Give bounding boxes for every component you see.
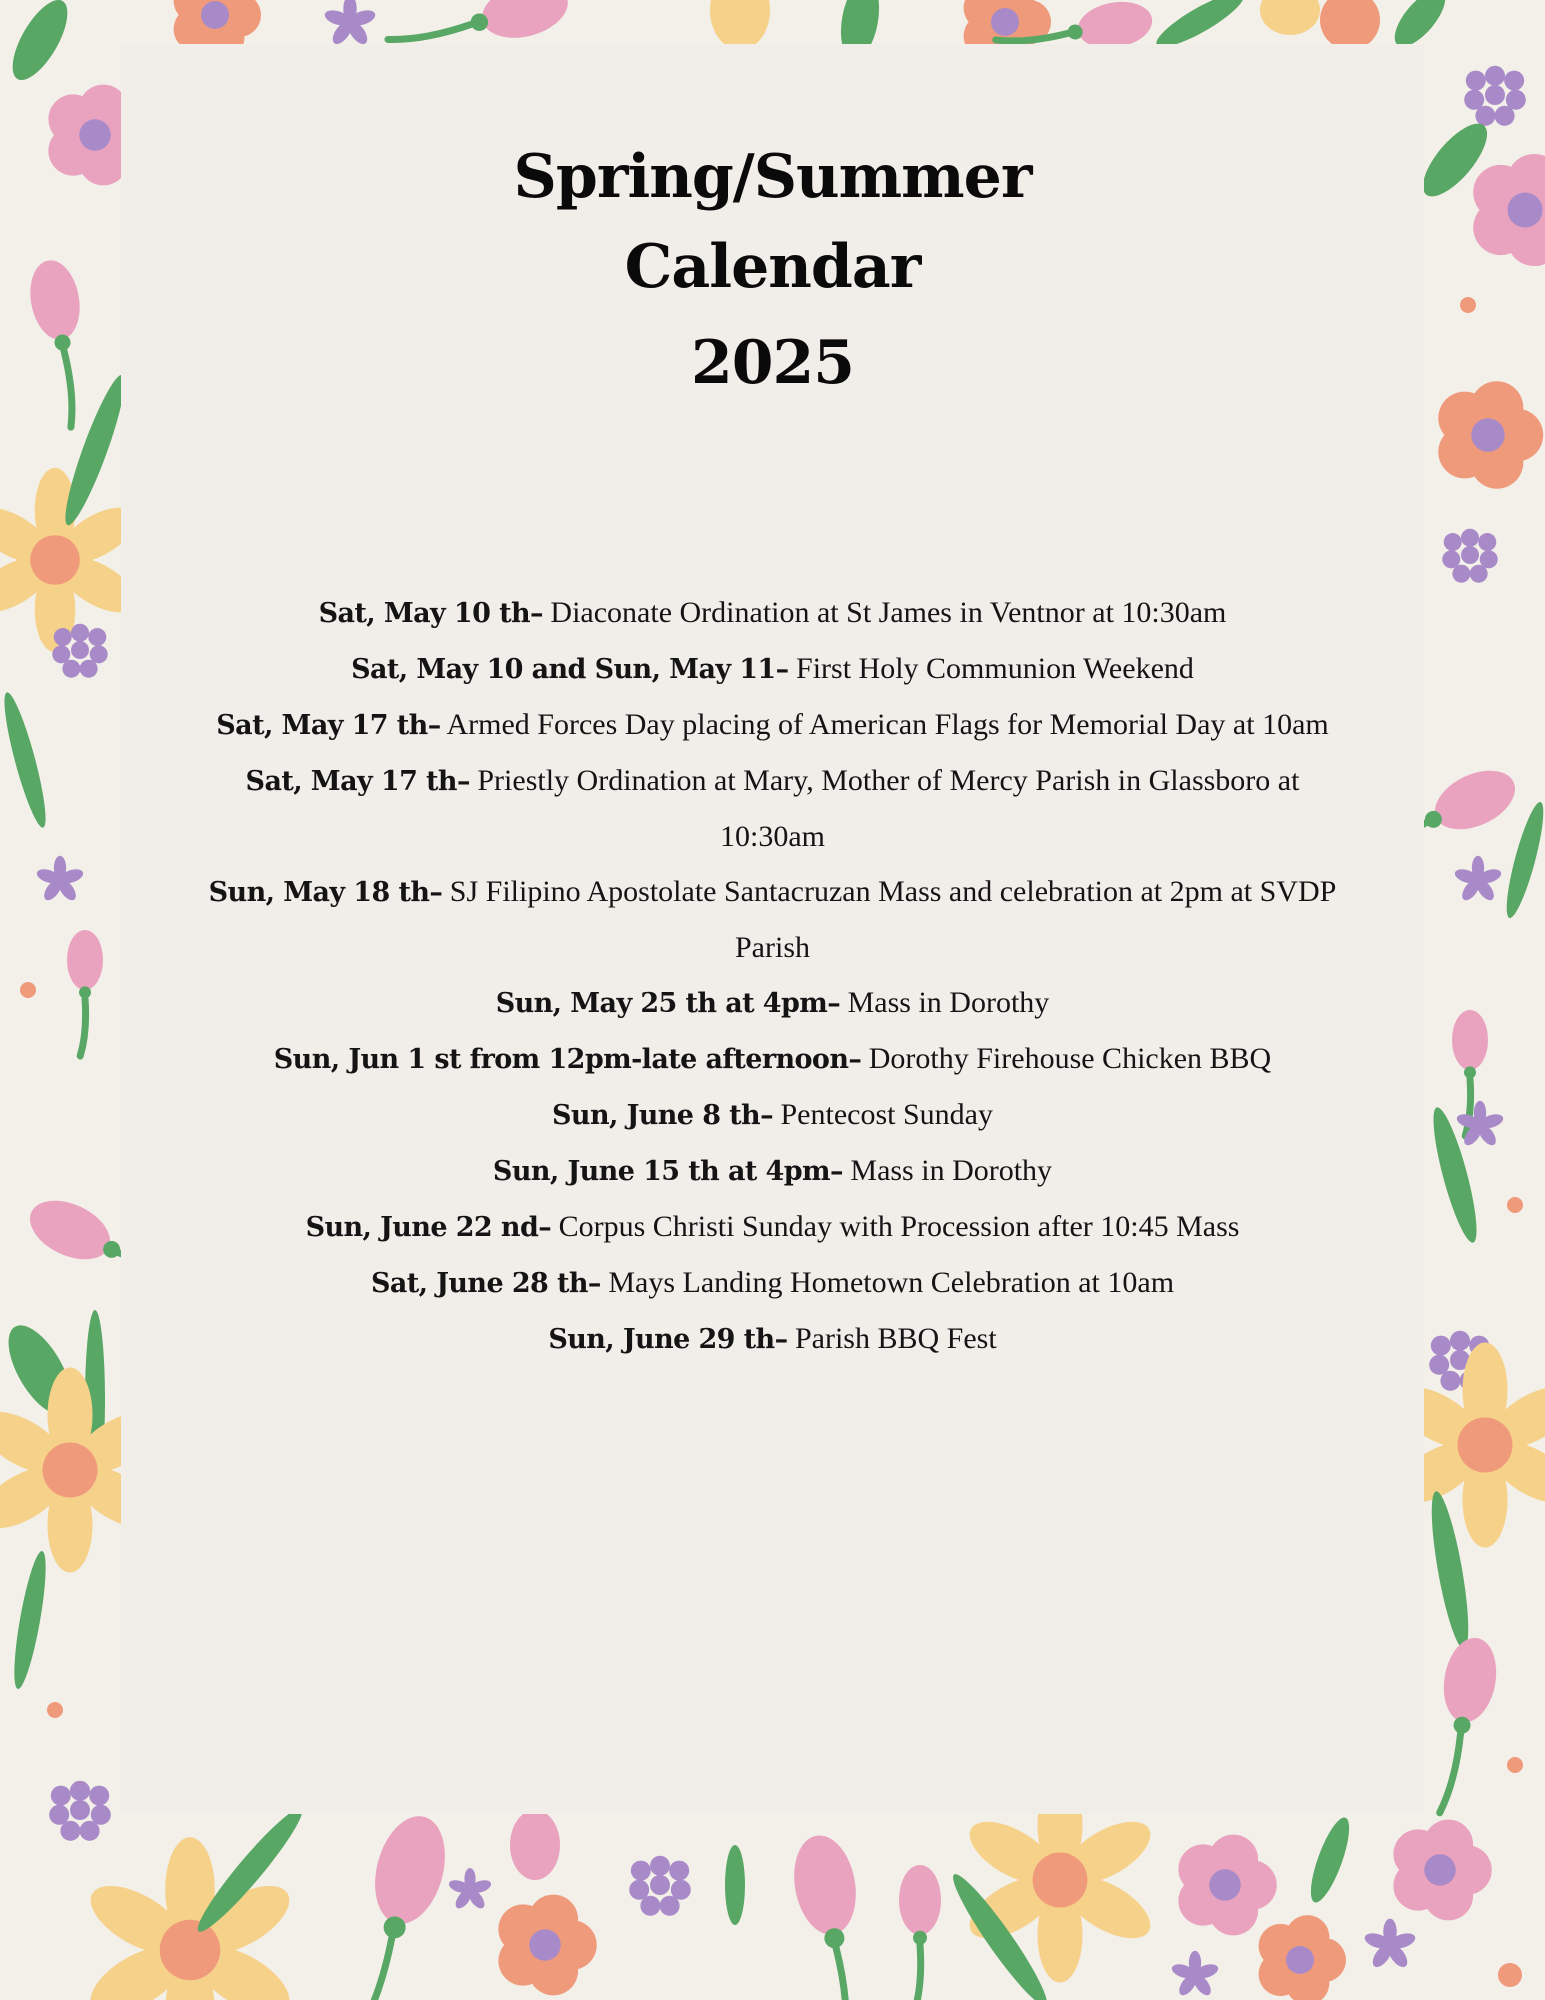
leaf <box>725 1845 745 1925</box>
event-separator: – <box>848 1044 862 1075</box>
event-separator: – <box>775 654 789 685</box>
dot <box>1507 1197 1523 1213</box>
berry <box>669 1861 689 1881</box>
dot <box>20 982 36 998</box>
flower-center <box>991 8 1019 36</box>
dot <box>1320 0 1380 50</box>
event-separator: – <box>587 1268 601 1299</box>
event-date: Sun, May 25 th at 4pm <box>495 988 828 1019</box>
flower-center <box>1508 193 1543 228</box>
berry <box>1475 106 1495 126</box>
tulip-stem <box>58 350 78 427</box>
event-description: Parish BBQ Fest <box>794 1322 997 1355</box>
event-separator: – <box>829 1156 843 1187</box>
berry <box>631 1861 651 1881</box>
tulip-stem <box>914 1945 920 2000</box>
event-separator: – <box>538 1212 552 1243</box>
berry <box>1431 1336 1451 1356</box>
berry <box>1461 546 1479 564</box>
event-item <box>200 864 1345 975</box>
tulip-flower <box>24 256 85 343</box>
event-description: Diaconate Ordination at St James in Ventnor at 10:30am <box>550 596 1227 629</box>
event-item <box>200 641 1345 697</box>
event-separator: – <box>827 988 841 1019</box>
berry <box>62 660 80 678</box>
dot <box>1498 1963 1522 1987</box>
event-date: Sat, May 17 th <box>216 710 428 741</box>
berry <box>1466 71 1486 91</box>
event-date: Sat, May 10 th <box>318 598 531 629</box>
daisy-center <box>1458 1418 1513 1473</box>
petal <box>1260 0 1320 35</box>
event-item <box>200 1311 1345 1367</box>
berry <box>70 1800 90 1820</box>
berry <box>1461 529 1479 547</box>
berry <box>1485 66 1505 86</box>
event-item <box>200 975 1345 1031</box>
event-separator: – <box>530 598 543 629</box>
event-item <box>200 1255 1345 1311</box>
event-item <box>200 753 1345 864</box>
flower-center <box>1424 1854 1456 1886</box>
event-item <box>200 585 1345 641</box>
tulip-flower <box>1452 1010 1488 1070</box>
berry <box>1504 71 1524 91</box>
berry <box>640 1896 660 1916</box>
event-description: First Holy Communion Weekend <box>796 652 1194 685</box>
event-date: Sat, June 28 th <box>370 1268 588 1299</box>
tulip-flower <box>787 1831 863 1940</box>
berry <box>89 1786 109 1806</box>
berry <box>1444 533 1462 551</box>
dot <box>1460 297 1476 313</box>
berry <box>60 1821 80 1841</box>
berry <box>650 1856 670 1876</box>
tulip-flower <box>899 1865 941 1935</box>
event-date: Sun, June 8 th <box>552 1100 761 1131</box>
tulip-stem <box>828 1948 854 2000</box>
berry <box>1440 1371 1460 1391</box>
berry <box>660 1896 680 1916</box>
berry <box>1485 85 1505 105</box>
title-year: 2025 <box>691 328 854 398</box>
flower-center <box>79 119 111 151</box>
event-description: Mass in Dorothy <box>847 986 1050 1019</box>
berry <box>70 1781 90 1801</box>
berry <box>54 628 72 646</box>
leaf <box>1500 799 1545 920</box>
event-date: Sat, May 10 and Sun, May 11 <box>351 654 776 685</box>
event-separator: – <box>760 1100 773 1131</box>
berry <box>80 660 98 678</box>
berry <box>1450 1331 1470 1351</box>
title-line-2: Calendar <box>624 232 921 302</box>
tulip-stem <box>1440 1732 1462 1814</box>
leaf <box>0 690 53 830</box>
event-description: SJ Filipino Apostolate Santacruzan Mass and celebration at 2pm at SVDP Parish <box>449 875 1337 964</box>
berry <box>80 1821 100 1841</box>
flower-center <box>529 1929 561 1961</box>
petal <box>710 0 770 50</box>
berry <box>650 1875 670 1895</box>
petal <box>510 1810 560 1880</box>
event-date: Sun, Jun 1 st from 12pm-late afternoon <box>273 1044 849 1075</box>
berry <box>1495 106 1515 126</box>
flower-center <box>201 1 229 29</box>
event-item <box>200 1143 1345 1199</box>
daisy-center <box>1033 1853 1088 1908</box>
dot <box>1507 1757 1523 1773</box>
tulip-flower <box>476 0 574 47</box>
event-item <box>200 1087 1345 1143</box>
berry <box>1470 565 1488 583</box>
tulip-sepal <box>913 1931 927 1945</box>
event-description: Armed Forces Day placing of American Flags for Memorial Day at 10am <box>446 708 1329 741</box>
daisy-center <box>160 1920 221 1981</box>
event-description: Mays Landing Hometown Celebration at 10am <box>608 1266 1175 1299</box>
event-separator: – <box>429 877 443 908</box>
berry <box>1452 565 1470 583</box>
tulip-flower <box>364 1808 456 1931</box>
berry <box>71 624 89 642</box>
flower-center <box>1209 1869 1241 1901</box>
berry <box>71 641 89 659</box>
event-separator: – <box>774 1324 788 1355</box>
event-date: Sun, June 22 nd <box>305 1212 539 1243</box>
leaf <box>1303 1814 1356 1907</box>
event-date: Sun, June 15 th at 4pm <box>492 1156 830 1187</box>
flower-center <box>1471 418 1505 452</box>
berry <box>88 628 106 646</box>
leaf <box>2 0 78 88</box>
event-date: Sun, May 18 th <box>208 877 430 908</box>
daisy-center <box>43 1443 98 1498</box>
event-description: Corpus Christi Sunday with Procession after 10:45 Mass <box>558 1210 1240 1243</box>
event-item <box>200 1031 1345 1087</box>
tulip-flower <box>1426 759 1525 841</box>
berry <box>51 1786 71 1806</box>
tulip-sepal <box>79 986 91 998</box>
leaf <box>8 1549 52 1690</box>
daisy-center <box>30 535 80 585</box>
tulip-flower <box>67 930 103 990</box>
flower-center <box>1286 1946 1314 1974</box>
event-item <box>200 1199 1345 1255</box>
event-separator: – <box>456 766 470 797</box>
dot <box>47 1702 63 1718</box>
event-description: Dorothy Firehouse Chicken BBQ <box>868 1042 1272 1075</box>
tulip-flower <box>1438 1634 1503 1727</box>
event-list <box>200 585 1345 1367</box>
event-date: Sun, June 29 th <box>548 1324 775 1355</box>
event-description: Priestly Ordination at Mary, Mother of Mercy Parish in Glassboro at 10:30am <box>477 764 1300 853</box>
berry <box>1478 533 1496 551</box>
title-line-1: Spring/Summer <box>513 142 1032 212</box>
event-separator: – <box>427 710 441 741</box>
event-date: Sat, May 17 th <box>245 766 457 797</box>
tulip-stem <box>356 1936 393 2000</box>
tulip-sepal <box>1464 1066 1476 1078</box>
event-item <box>200 697 1345 753</box>
tulip-stem <box>80 998 85 1056</box>
tulip-flower <box>21 1189 120 1271</box>
event-description: Pentecost Sunday <box>780 1098 993 1131</box>
event-description: Mass in Dorothy <box>850 1154 1053 1187</box>
tulip-stem <box>388 18 471 47</box>
